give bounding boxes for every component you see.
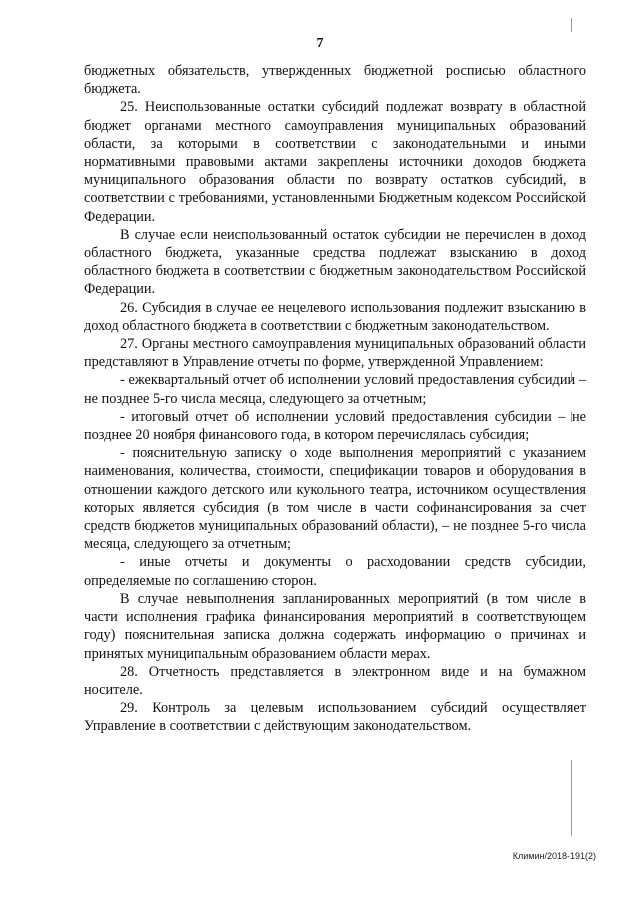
scan-artifact-line: [571, 18, 572, 32]
paragraph-25: 25. Неиспользованные остатки субсидий подлежат возврату в областной бюджет органами местного самоуправления муниципальных образований области, за которыми в соответствии с законодательными и иными нормативными правовыми актами закреплены источники доходов бюджета муниципального образования области по возврату остатков субсидий, в соответствии с требованиями, установленными Бюджетным кодексом Российской Федерации.: [84, 99, 586, 225]
paragraph-unused-balance: В случае если неиспользованный остаток субсидии не перечислен в доход областного бюджета, указанные средства подлежат взысканию в доход областного бюджета в соответствии с бюджетным законодательством Российской Федерации.: [84, 226, 586, 298]
list-item-final-report: - итоговый отчет об исполнении условий предоставления субсидии – не позднее 20 ноября финансового года, в котором перечислялась субсидия;: [84, 408, 586, 444]
paragraph-26: 26. Субсидия в случае ее нецелевого использования подлежит взысканию в доход областного бюджета в соответствии с бюджетным законодательством.: [84, 299, 586, 334]
paragraph-27: 27. Органы местного самоуправления муниципальных образований области представляют в Управление отчеты по форме, утвержденной Управлением:: [84, 336, 586, 371]
document-code: Климин/2018-191(2): [512, 851, 596, 861]
list-item-explanatory-note: - пояснительную записку о ходе выполнения мероприятий с указанием наименования, количества, стоимости, спецификации товаров и оборудования в отношении каждого детского или кукольного театра, источником осуществления которых является субсидия (в том числе в части софинансирования за счет средств бюджетов муниципальных образований области), – не позднее 5-го числа месяца, следующего за отчетным;: [84, 445, 586, 553]
list-item-quarterly-report: - ежеквартальный отчет об исполнении условий предоставления субсидии – не позднее 5-го числа месяца, следующего за отчетным;: [84, 372, 586, 407]
paragraph-non-fulfillment: В случае невыполнения запланированных мероприятий (в том числе в части исполнения графика финансирования мероприятий в соответствующем году) пояснительная записка должна содержать информацию о причинах и принятых муниципальным образованием области мерах.: [84, 590, 586, 662]
document-body: [84, 62, 586, 736]
page-number: 7: [316, 36, 324, 51]
paragraph-28: 28. Отчетность представляется в электронном виде и на бумажном носителе.: [84, 663, 586, 698]
paragraph-continuation: бюджетных обязательств, утвержденных бюджетной росписью областного бюджета.: [84, 63, 586, 98]
list-item-other-reports: - иные отчеты и документы о расходовании средств субсидии, определяемые по соглашению сторон.: [84, 554, 586, 589]
scan-artifact-line: [571, 760, 572, 836]
paragraph-29: 29. Контроль за целевым использованием субсидий осуществляет Управление в соответствии с действующим законодательством.: [84, 700, 586, 735]
